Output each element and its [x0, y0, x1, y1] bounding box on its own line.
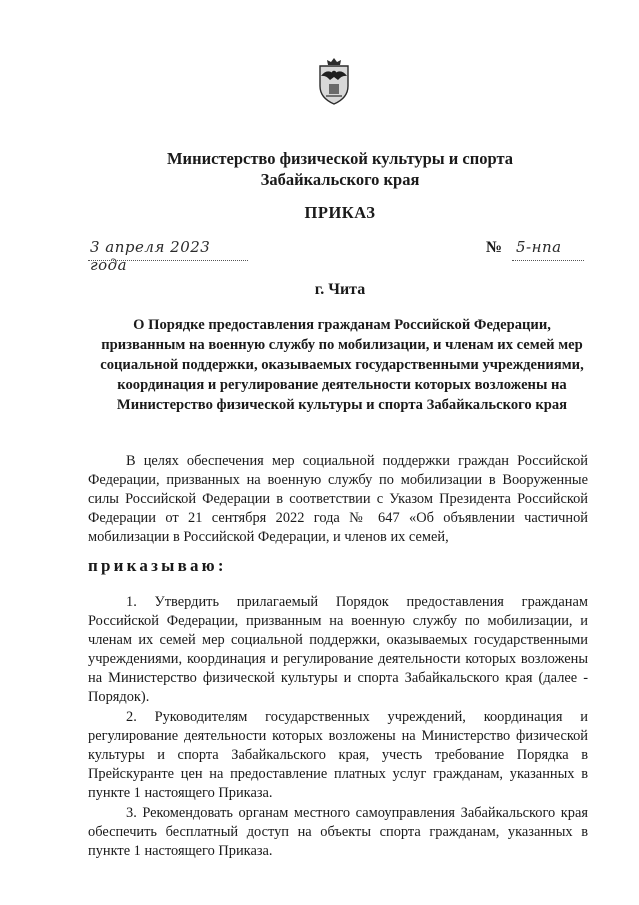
order-number-line [512, 236, 584, 261]
order-item-3: 3. Рекомендовать органам местного самоуправления Забайкальского края обеспечить бесплатный доступ на объекты спорта гражданам, указанных в пункте 1 настоящего Приказа. [88, 805, 588, 859]
order-number-sign: № [486, 239, 503, 256]
subject-line-1: О Порядке предоставления гражданам Российской Федерации, [133, 317, 551, 333]
order-title: ПРИКАЗ [304, 203, 376, 222]
order-city: г. Чита [314, 281, 366, 298]
preamble-paragraph: В целях обеспечения мер социальной поддержки граждан Российской Федерации, призванных на военную службу по мобилизации в Вооруженные силы Российской Федерации в соответствии с Указом Президента Российской Федерации от 21 сентября 2022 года № 647 «Об объявлении частичной мобилизации в Российской Федерации, и членов их семей, [88, 453, 588, 545]
order-number-handwritten: 5-нпа [516, 238, 562, 256]
order-word: приказываю: [88, 556, 227, 575]
subject-line-5: Министерство физической культуры и спорта Забайкальского края [116, 397, 568, 413]
order-subject [82, 315, 602, 415]
order-date-field [88, 236, 248, 274]
order-number-field [486, 236, 586, 260]
order-date-handwritten: 3 апреля 2023 года [90, 238, 211, 274]
subject-line-2: призванным на военную службу по мобилизации, и членам их семей мер [101, 337, 583, 353]
zabaikalsky-krai-coat-of-arms-icon [314, 56, 354, 106]
subject-line-3: социальной поддержки, оказываемых государственными учреждениями, [100, 357, 584, 373]
order-item-2: 2. Руководителям государственных учреждений, координация и регулирование деятельности которых возложены на Министерство физической культуры и спорта Забайкальского края, учесть требование Порядка в Прейскуранте цен на предоставление платных услуг гражданам, указанных в пункте 1 настоящего Приказа. [88, 709, 588, 801]
subject-line-4: координация и регулирование деятельности которых возложены на [117, 377, 567, 393]
ministry-line-1: Министерство физической культуры и спорта [166, 149, 514, 168]
order-item-1: 1. Утвердить прилагаемый Порядок предоставления гражданам Российской Федерации, призванным на военную службу по мобилизации, и членам их семей мер социальной поддержки, оказываемых государственными учреждениями, координация и регулирование деятельности которых возложены на Министерство физической культуры и спорта Забайкальского края (далее - Порядок). [88, 594, 588, 705]
order-items [88, 593, 588, 861]
ministry-line-2: Забайкальского края [260, 170, 420, 189]
ministry-name [60, 148, 620, 190]
